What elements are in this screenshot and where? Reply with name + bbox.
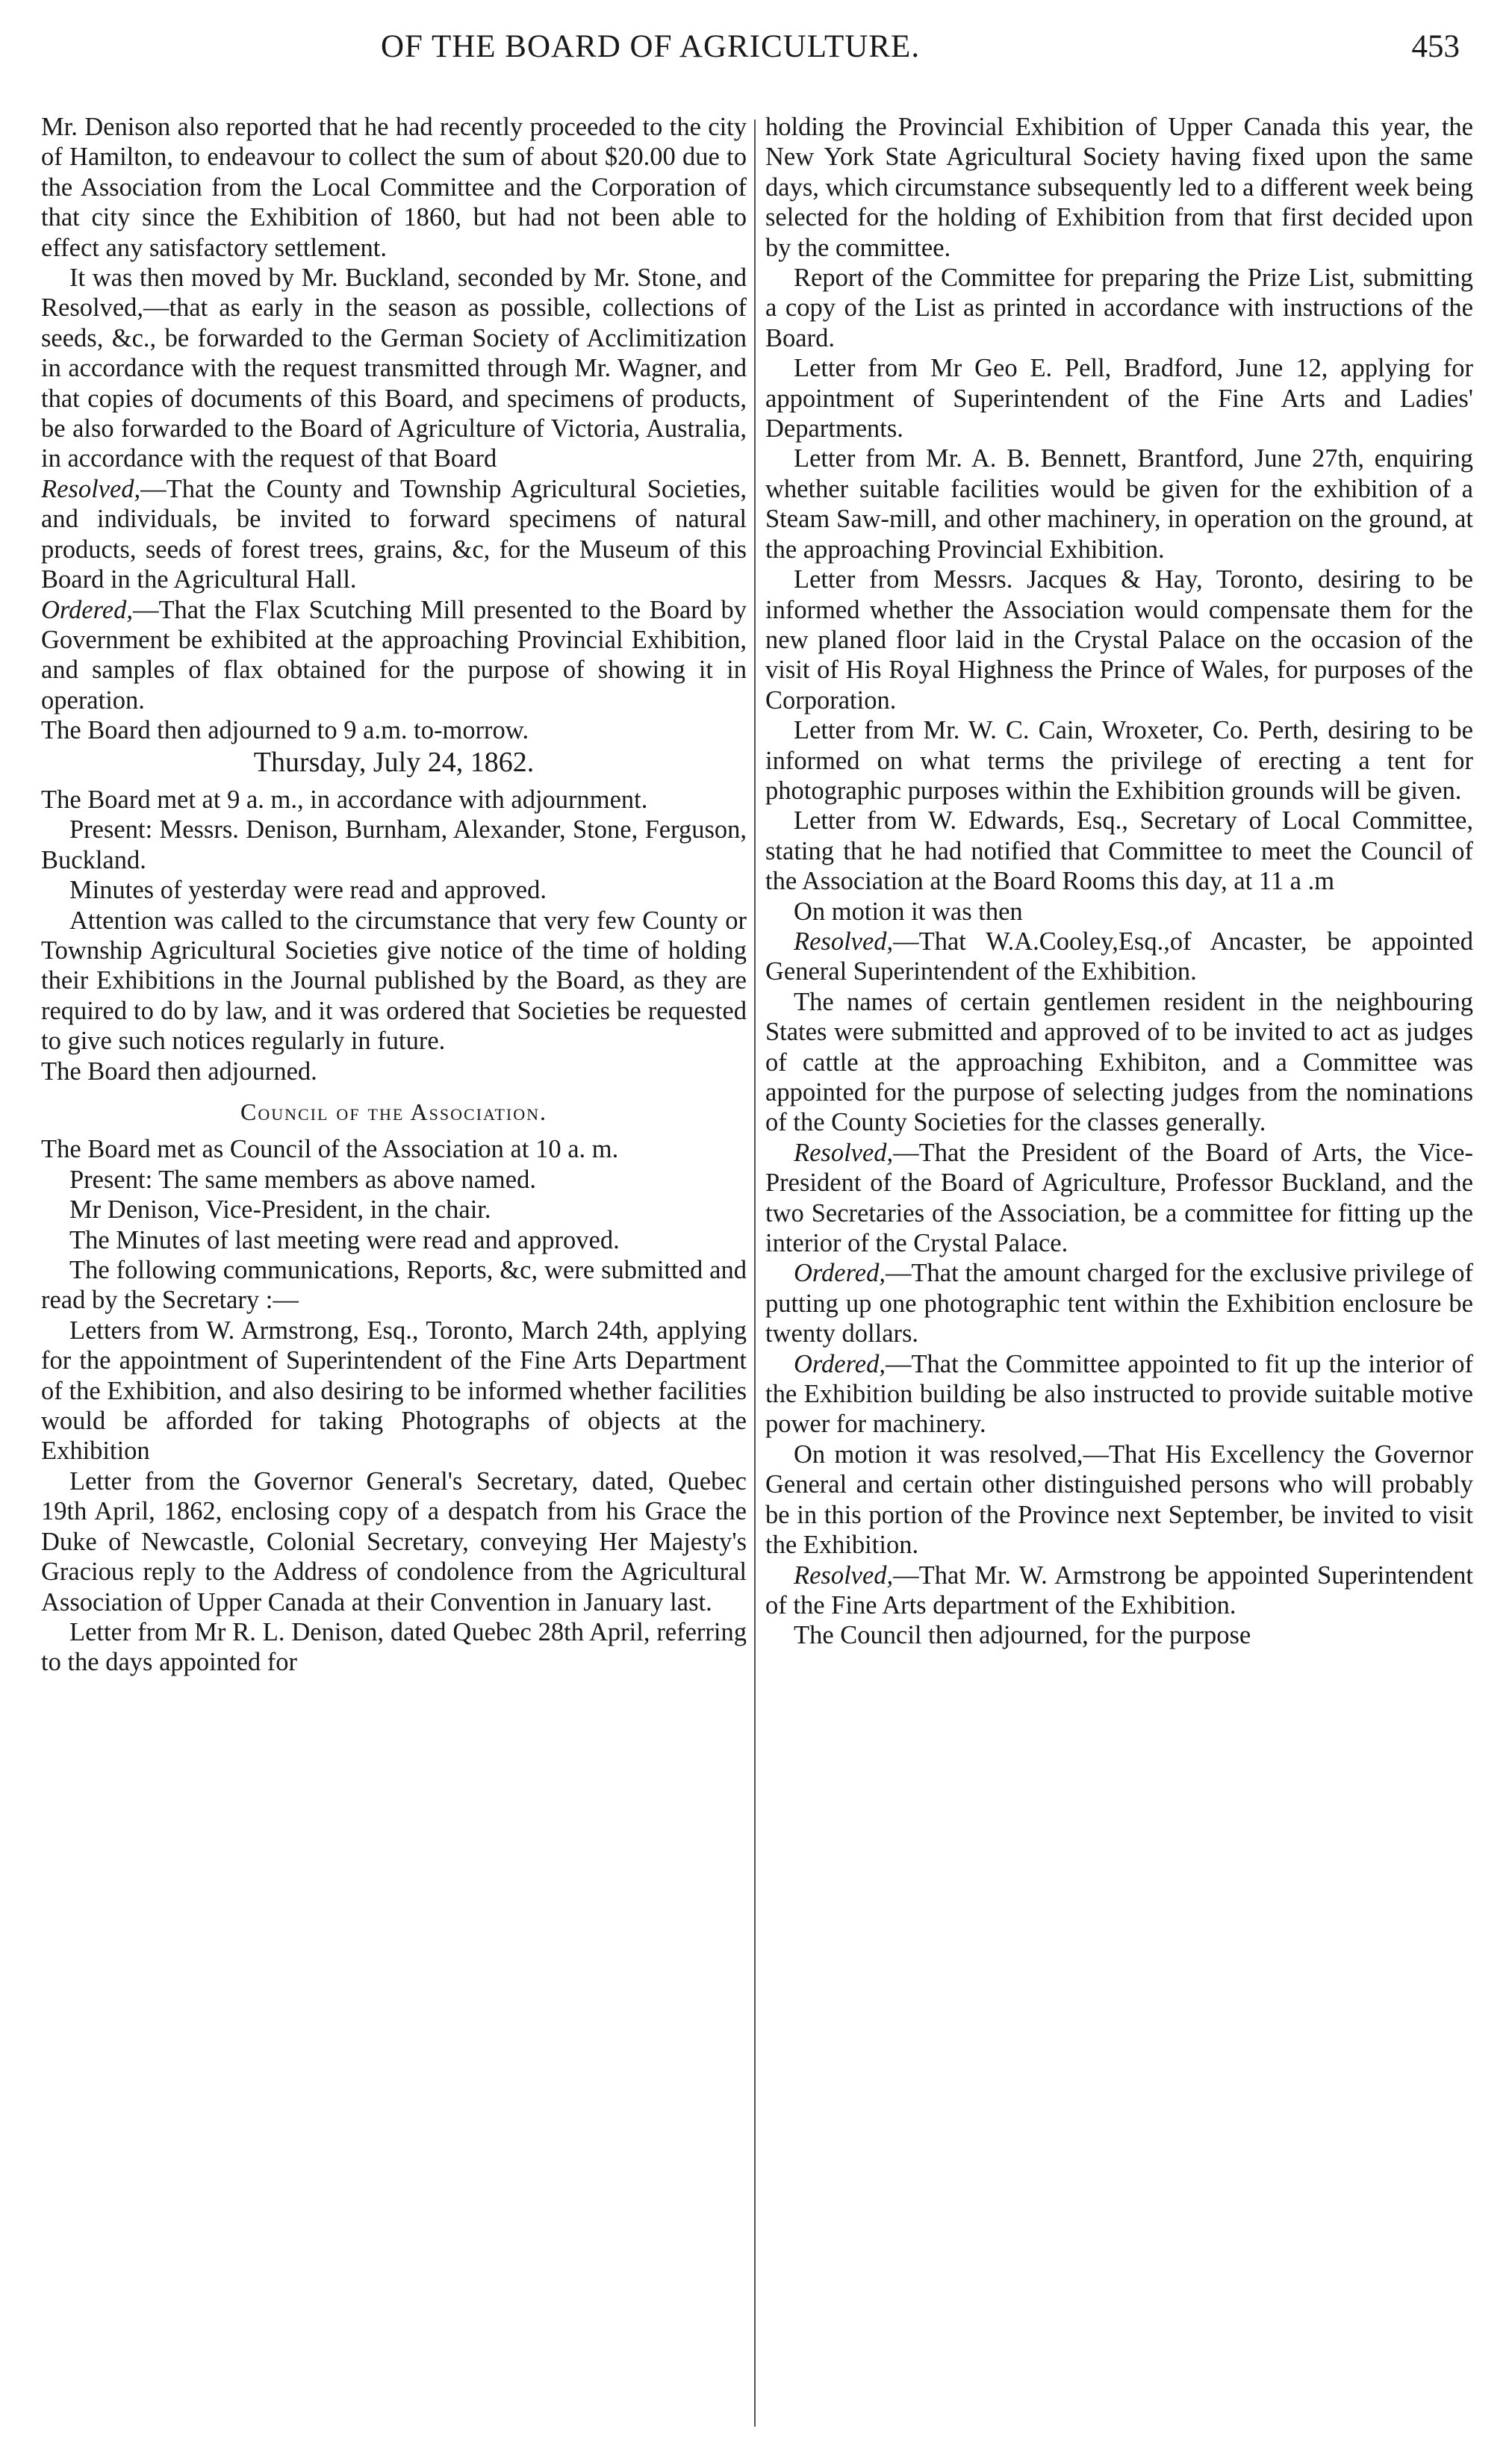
paragraph: It was then moved by Mr. Buckland, seconded by Mr. Stone, and Resolved,—that as early in the season as possible, collections of seeds, &c., be forwarded to the German Society of Acclimitization in accordance with the request transmitted through Mr. Wagner, and that copies of documents of this Board, and specimens of products, be also forwarded to the Board of Agriculture of Victoria, Australia, in accordance with the request of that Board (41, 264, 747, 473)
left-column (41, 112, 747, 2434)
page-number: 453 (1411, 29, 1460, 64)
paragraph: Letter from Mr. W. C. Cain, Wroxeter, Co. Perth, desiring to be informed on what terms the privilege of erecting a tent for photographic purposes within the Exhibition grounds will be given. (765, 716, 1473, 805)
paragraph: The names of certain gentlemen resident in the neighbouring States were submitted and approved of to be invited to act as judges of cattle at the approaching Exhibiton, and a Committee was appointed for the purpose of selecting judges from the nominations of the County Societies for the classes generally. (765, 987, 1473, 1137)
paragraph: Letter from Messrs. Jacques & Hay, Toronto, desiring to be informed whether the Association would compensate them for the new planed floor laid in the Crystal Palace on the occasion of the visit of His Royal Highness the Prince of Wales, for purposes of the Corporation. (765, 565, 1473, 715)
column-divider (754, 119, 756, 2427)
paragraph: The Board met at 9 a. m., in accordance with adjournment. (41, 785, 648, 814)
running-title: OF THE BOARD OF AGRICULTURE. (381, 29, 921, 64)
paragraph: Mr. Denison also reported that he had recently proceeded to the city of Hamilton, to endeavour to collect the sum of about $20.00 due to the Association from the Local Committee and the Corporation of that city since the Exhibition of 1860, but had not been able to effect any satisfactory settlement. (41, 113, 747, 262)
paragraph: The Council then adjourned, for the purpose (794, 1621, 1251, 1650)
paragraph: Letter from Mr Geo E. Pell, Bradford, June 12, applying for appointment of Superintendent of the Fine Arts and Ladies' Departments. (765, 354, 1473, 444)
paragraph-label: Ordered, (794, 1349, 886, 1378)
paragraph-label: Ordered, (794, 1259, 886, 1288)
paragraph-label: Resolved, (794, 927, 894, 956)
paragraph-text: —That W.A.Cooley,Esq.,of Ancaster, be appointed General Superintendent of the Exhibition. (765, 927, 1473, 986)
paragraph (765, 1258, 1473, 1348)
paragraph: Report of the Committee for preparing the Prize List, submitting a copy of the List as printed in accordance with instructions of the Board. (765, 264, 1473, 352)
paragraph (41, 474, 747, 595)
paragraph: The Board then adjourned to 9 a.m. to-morrow. (41, 716, 529, 745)
section-heading: Council of the Association. (240, 1098, 548, 1125)
paragraph: Minutes of yesterday were read and approved. (69, 876, 547, 905)
paragraph: On motion it was then (794, 897, 1023, 926)
paragraph-text: —That the amount charged for the exclusive privilege of putting up one photographic tent within the Exhibition enclosure be twenty dollars. (765, 1259, 1473, 1348)
paragraph (765, 927, 1473, 987)
paragraph-label: Ordered, (41, 595, 133, 624)
paragraph: Present: The same members as above named. (69, 1165, 536, 1194)
paragraph (41, 595, 747, 716)
paragraph: The Board met as Council of the Association at 10 a. m. (41, 1135, 619, 1164)
paragraph-text: —That the Flax Scutching Mill presented to the Board by Government be exhibited at the approaching Provincial Exhibition, and samples of flax obtained for the purpose of showing it in operation. (41, 595, 747, 715)
paragraph-text: —That the President of the Board of Arts, the Vice-President of the Board of Agriculture, Professor Buckland, and the two Secretaries of the Association, be a committee for fitting up the interior of the Crystal Palace. (765, 1138, 1473, 1258)
paragraph-text: —That the Committee appointed to fit up the interior of the Exhibition building be also instructed to provide suitable motive power for machinery. (765, 1349, 1473, 1439)
paragraph: Mr Denison, Vice-President, in the chair. (69, 1195, 491, 1225)
paragraph (765, 1138, 1473, 1259)
paragraph: Letter from the Governor General's Secretary, dated, Quebec 19th April, 1862, enclosing copy of a despatch from his Grace the Duke of Newcastle, Colonial Secretary, conveying Her Majesty's Gracious reply to the Address of condolence from the Agricultural Association of Upper Canada at their Convention in January last. (41, 1466, 747, 1617)
paragraph: The following communications, Reports, &c, were submitted and read by the Secretary :— (41, 1256, 747, 1315)
paragraph: Letters from W. Armstrong, Esq., Toronto, March 24th, applying for the appointment of Superintendent of the Fine Arts Department of the Exhibition, and also desiring to be informed whether facilities would be afforded for taking Photographs of objects at the Exhibition (41, 1316, 747, 1466)
paragraph (765, 1349, 1473, 1440)
paragraph: The Minutes of last meeting were read and approved. (69, 1225, 620, 1254)
page-header (67, 28, 1482, 73)
paragraph (765, 1561, 1473, 1621)
paragraph: Present: Messrs. Denison, Burnham, Alexander, Stone, Ferguson, Buckland. (41, 815, 747, 874)
right-column (765, 112, 1473, 2434)
paragraph: On motion it was resolved,—That His Excellency the Governor General and certain other distinguished persons who will probably be in this portion of the Province next September, be invited to visit the Exhibition. (765, 1440, 1473, 1560)
paragraph: Letter from Mr. A. B. Bennett, Brantford, June 27th, enquiring whether suitable facilities would be given for the exhibition of a Steam Saw-mill, and other machinery, in operation on the ground, at the approaching Provincial Exhibition. (765, 444, 1473, 564)
paragraph-label: Resolved, (41, 474, 141, 503)
date-heading: Thursday, July 24, 1862. (253, 746, 535, 778)
paragraph: Letter from W. Edwards, Esq., Secretary of Local Committee, stating that he had notified that Committee to meet the Council of the Association at the Board Rooms this day, at 11 a .m (765, 806, 1473, 896)
paragraph-label: Resolved, (794, 1138, 894, 1167)
paragraph-text: —That Mr. W. Armstrong be appointed Superintendent of the Fine Arts department of the Exhibition. (765, 1561, 1473, 1619)
paragraph: The Board then adjourned. (41, 1057, 317, 1086)
paragraph: holding the Provincial Exhibition of Upper Canada this year, the New York State Agricultural Society having fixed upon the same days, which circumstance subsequently led to a different week being selected for the holding of Exhibition from that first decided upon by the committee. (765, 113, 1473, 262)
paragraph-label: Resolved, (794, 1561, 894, 1590)
paragraph: Attention was called to the circumstance that very few County or Township Agricultural Societies give notice of the time of holding their Exhibitions in the Journal published by the Board, as they are required to do by law, and it was ordered that Societies be requested to give such notices regularly in future. (41, 906, 747, 1056)
paragraph-text: —That the County and Township Agricultural Societies, and individuals, be invited to forward specimens of natural products, seeds of forest trees, grains, &c, for the Museum of this Board in the Agricultural Hall. (41, 474, 747, 594)
paragraph: Letter from Mr R. L. Denison, dated Quebec 28th April, referring to the days appointed for (41, 1617, 747, 1677)
